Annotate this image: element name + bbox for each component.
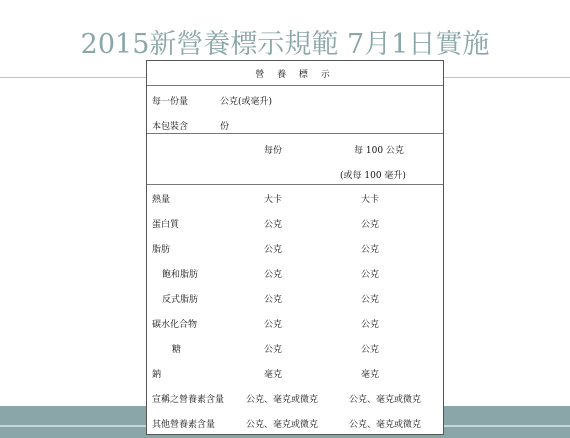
label-title: 營 養 標 示	[255, 70, 335, 80]
nutrient-per-100: 公克	[361, 220, 380, 230]
nutrient-per-100: 公克	[361, 295, 380, 305]
nutrient-per-100: 公克	[361, 320, 380, 330]
nutrient-name: 鈉	[152, 370, 162, 380]
nutrient-name: 蛋白質	[152, 220, 180, 230]
column-header-per-100: 每 100 公克	[354, 146, 404, 156]
label-divider	[147, 85, 443, 86]
serving-size-label: 每一份量	[152, 97, 189, 107]
label-divider	[147, 133, 443, 134]
nutrient-per-serving: 大卡	[264, 195, 283, 205]
nutrient-per-serving: 公克	[264, 320, 283, 330]
servings-per-pack-label: 本包裝含	[152, 122, 189, 132]
serving-size-unit: 公克(或毫升)	[220, 97, 273, 107]
nutrition-label	[146, 60, 444, 435]
slide-title: 2015新營養標示規範 7月1日實施	[80, 29, 490, 60]
nutrient-per-100: 大卡	[361, 195, 380, 205]
nutrient-name: 碳水化合物	[152, 320, 198, 330]
nutrient-per-serving: 公克	[264, 245, 283, 255]
nutrient-per-100: 公克	[361, 345, 380, 355]
nutrient-name: 脂肪	[152, 245, 171, 255]
servings-per-pack-unit: 份	[220, 122, 230, 132]
nutrient-per-100: 公克	[361, 245, 380, 255]
nutrient-per-100: 毫克	[361, 370, 380, 380]
column-header-per-serving: 每份	[264, 146, 283, 156]
column-header-per-100-alt: (或每 100 毫升)	[340, 171, 406, 181]
nutrient-name: 其他營養素含量	[152, 420, 216, 430]
nutrient-per-serving: 公克、毫克或微克	[246, 420, 319, 430]
nutrient-per-serving: 公克	[264, 295, 283, 305]
nutrient-per-serving: 公克	[264, 270, 283, 280]
nutrient-name: 反式脂肪	[162, 295, 199, 305]
label-divider	[147, 184, 443, 185]
nutrient-per-100: 公克、毫克或微克	[349, 395, 422, 405]
nutrient-name: 糖	[172, 345, 182, 355]
nutrient-name: 飽和脂肪	[162, 270, 199, 280]
nutrient-per-serving: 公克	[264, 345, 283, 355]
nutrient-per-100: 公克、毫克或微克	[349, 420, 422, 430]
nutrient-per-100: 公克	[361, 270, 380, 280]
nutrient-name: 熱量	[152, 195, 171, 205]
nutrient-per-serving: 公克、毫克或微克	[246, 395, 319, 405]
nutrient-name: 宣稱之營養素含量	[152, 395, 225, 405]
nutrient-per-serving: 毫克	[264, 370, 283, 380]
nutrient-per-serving: 公克	[264, 220, 283, 230]
